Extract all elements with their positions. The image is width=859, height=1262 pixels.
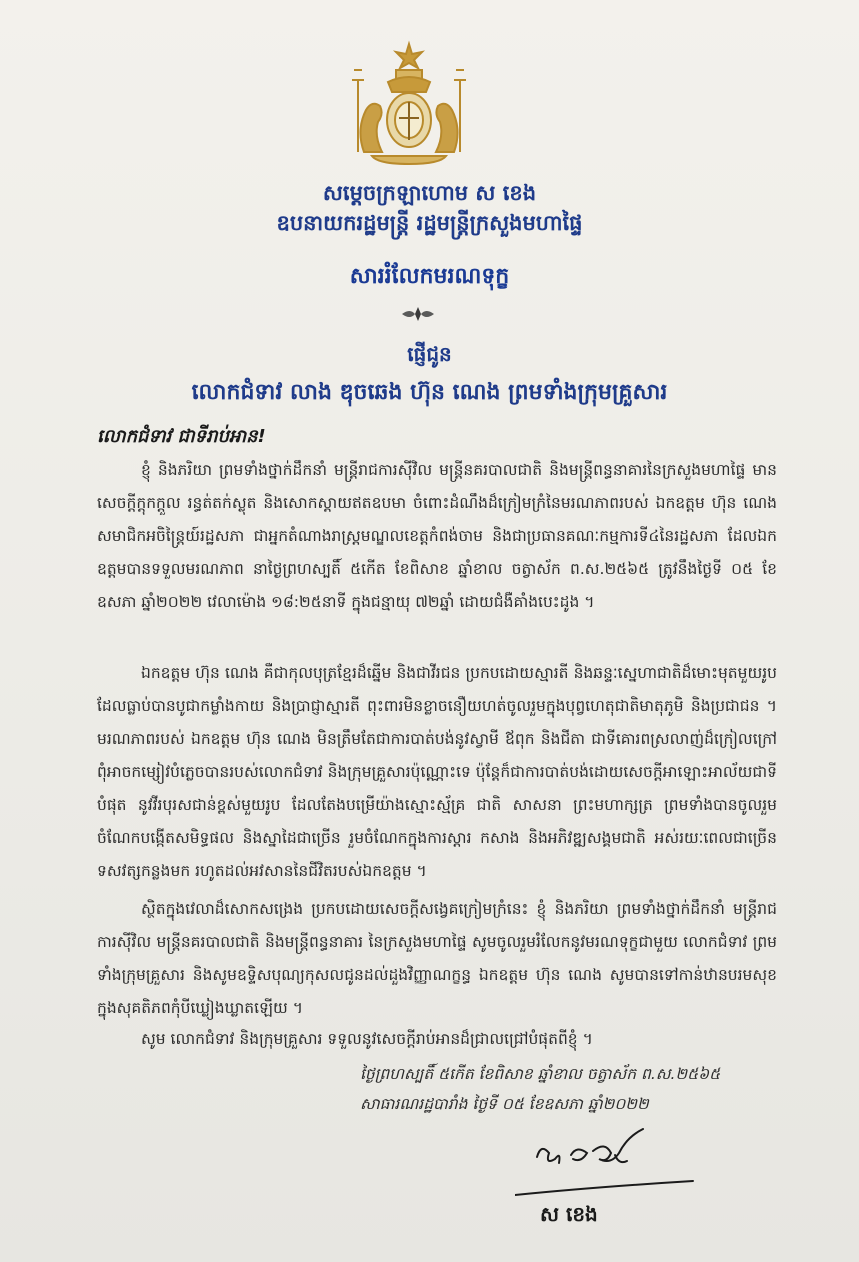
lunar-date-line: ថ្ងៃព្រហស្បតិ៍ ៥កើត ខែពិសាខ ឆ្នាំខាល ចត្វាស័ក ព.ស.២៥៦៥ xyxy=(360,1065,721,1083)
sender-title: ឧបនាយករដ្ឋមន្ត្រី រដ្ឋមន្ត្រីក្រសួងមហាផ្ទៃ xyxy=(276,211,583,235)
body-paragraph-2: ឯកឧត្តម ហ៊ុន ណេង គឺជាកុលបុត្រខ្មែរដ៏ឆ្នើម និងជាវីរជន ប្រកបដោយស្មារតី និងឆន្ទៈស្នេហាជាតិដ៏មោះមុតមួយរូប ដែលធ្លាប់បានបូជាកម្លាំងកាយ និងប្រាជ្ញាស្មារតី ពុះពារមិនខ្លាចនឿយហត់ចូលរួមក្នុងបុព្វហេតុជាតិមាតុភូមិ និងប្រជាជន ។ មរណភាពរបស់ ឯកឧត្តម ហ៊ុន ណេង មិនត្រឹមតែជាការបាត់បង់នូវស្វាមី ឪពុក និងជីតា ជាទីគោរពស្រលាញ់ដ៏ក្រៀលក្រៅពុំអាចកម្សៀវបំភ្លេចបានរបស់លោកជំទាវ និងក្រុមគ្រួសារប៉ុណ្ណោះទេ ប៉ុន្តែក៏ជាការបាត់បង់ដោយសេចក្តីអាឡោះអាល័យជាទីបំផុត នូវវីរបុរសជាន់ខ្ពស់មួយរូប ដែលតែងបម្រើយ៉ាងស្មោះស្ម័គ្រ ជាតិ សាសនា ព្រះមហាក្សត្រ ព្រមទាំងបានចូលរួមចំណែកបង្កើតសមិទ្ធផល និងស្នាដៃជាច្រើន រួមចំណែកក្នុងការស្តារ កសាង និងអភិវឌ្ឍសង្គមជាតិ អស់រយៈពេលជាច្រើនទសវត្សកន្លងមក រហូតដល់អវសាននៃជីវិតរបស់ឯកឧត្តម ។ xyxy=(97,664,777,880)
body-paragraph-1: ខ្ញុំ និងភរិយា ព្រមទាំងថ្នាក់ដឹកនាំ មន្ត្រីរាជការស៊ីវិល មន្ត្រីនគរបាលជាតិ និងមន្ត្រីពន្ធនាគារនៃក្រសួងមហាផ្ទៃ មានសេចក្តីក្តុកក្តួល រន្ធត់តក់ស្លុត និងសោកស្តាយឥតឧបមា ចំពោះដំណឹងដ៏ក្រៀមក្រំនៃមរណភាពរបស់ ឯកឧត្តម ហ៊ុន ណេង សមាជិកអចិន្ត្រៃយ៍រដ្ឋសភា ជាអ្នកតំណាងរាស្ត្រមណ្ឌលខេត្តកំពង់ចាម និងជាប្រធានគណៈកម្មការទី៤នៃរដ្ឋសភា ដែលឯកឧត្តមបានទទួលមរណភាព នាថ្ងៃព្រហស្បតិ៍ ៥កើត ខែពិសាខ ឆ្នាំខាល ចត្វាស័ក ព.ស.២៥៦៥ ត្រូវនឹងថ្ងៃទី ០៥ ខែឧសភា ឆ្នាំ២០២២ វេលាម៉ោង ១៨:២៥នាទី ក្នុងជន្មាយុ ៧២ឆ្នាំ ដោយជំងឺគាំងបេះដូង ។ xyxy=(97,461,777,611)
closing-line: សូម លោកជំទាវ និងក្រុមគ្រួសារ ទទួលនូវសេចក្តីរាប់អានដ៏ជ្រាលជ្រៅបំផុតពីខ្ញុំ ។ xyxy=(141,1030,593,1048)
recipient-line: លោកជំទាវ លាង ឌុចឆេង ហ៊ុន ណេង ព្រមទាំងក្រុមគ្រួសារ xyxy=(191,380,668,405)
sender-name: សម្តេចក្រឡាហោម ស ខេង xyxy=(322,181,537,205)
salutation: លោកជំទាវ ជាទីរាប់អាន! xyxy=(97,426,266,447)
signer-name: ស ខេង xyxy=(540,1202,598,1226)
body-paragraph-3: ស្ថិតក្នុងវេលាដ៏សោកសង្រេង ប្រកបដោយសេចក្តីសង្វេគក្រៀមក្រំនេះ ខ្ញុំ និងភរិយា ព្រមទាំងថ្នាក់ដឹកនាំ មន្ត្រីរាជការស៊ីវិល មន្ត្រីនគរបាលជាតិ និងមន្ត្រីពន្ធនាគារ នៃក្រសួងមហាផ្ទៃ សូមចូលរួមរំលែកនូវមរណទុក្ខជាមួយ លោកជំទាវ ព្រមទាំងក្រុមគ្រួសារ និងសូមឧទ្ទិសបុណ្យកុសលជូនដល់ដួងវិញ្ញាណក្ខន្ធ ឯកឧត្តម ហ៊ុន ណេង សូមបានទៅកាន់ឋានបរមសុខក្នុងសុគតិភពកុំបីឃ្លៀងឃ្លាតឡើយ ។ xyxy=(97,900,777,1017)
solar-date-line: សាធារណរដ្ឋបារាំង ថ្ងៃទី ០៥ ខែឧសភា ឆ្នាំ២០២២ xyxy=(360,1095,649,1113)
document-title: សាររំលែកមរណទុក្ខ xyxy=(349,264,510,289)
royal-coat-of-arms-emblem xyxy=(344,40,474,170)
handwritten-signature xyxy=(515,1115,695,1200)
ornament-divider-icon xyxy=(398,305,438,323)
sent-to-label: ផ្ញើជូន xyxy=(407,342,452,366)
